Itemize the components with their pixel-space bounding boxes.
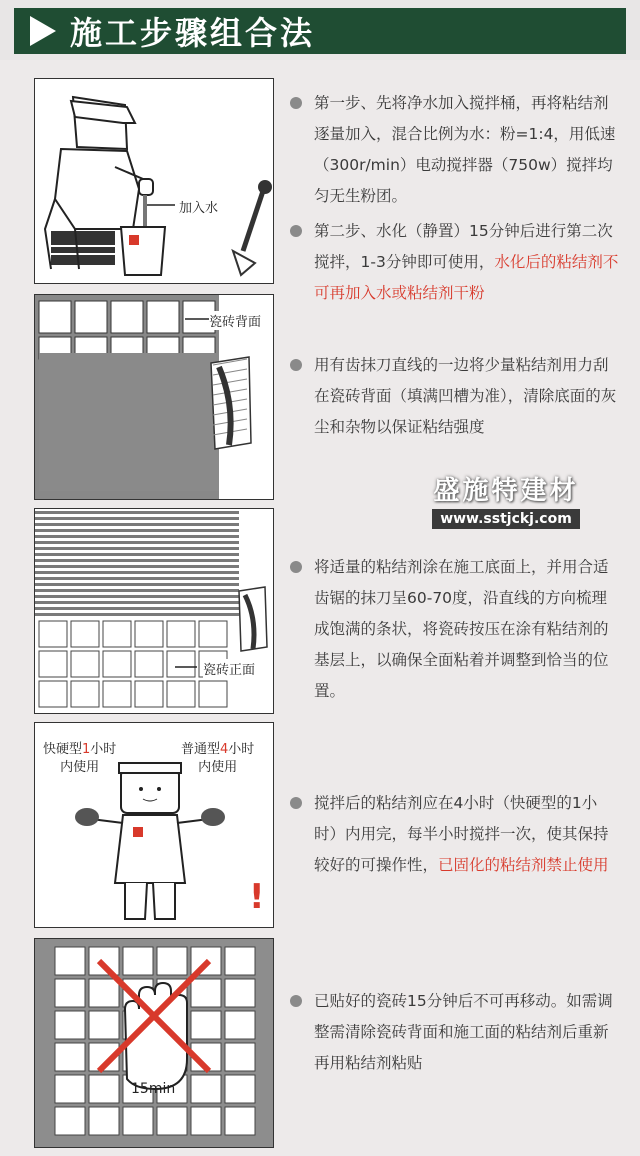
adhesive-stripe xyxy=(35,553,239,556)
adhesive-stripe xyxy=(35,535,239,538)
play-arrow-icon xyxy=(30,16,56,46)
step-1b: 第二步、水化（静置）15分钟后进行第二次搅拌，1-3分钟即可使用，水化后的粘结剂不可再加入水或粘结剂干粉 xyxy=(290,216,620,309)
adhesive-stripe xyxy=(35,565,239,568)
step-4-text: 搅拌后的粘结剂应在4小时（快硬型的1小时）内用完，每半小时搅拌一次，使其保持较好的可操作性，已固化的粘结剂禁止使用 xyxy=(290,788,620,881)
header xyxy=(0,0,640,60)
panel-tile-front xyxy=(34,508,274,714)
panel-usage-time xyxy=(34,722,274,928)
worker-mixing-illustration xyxy=(35,79,273,283)
adhesive-stripe xyxy=(35,571,239,574)
adhesive-stripe xyxy=(35,589,239,592)
time-15min-label: 15min xyxy=(131,1081,176,1097)
bullet-icon xyxy=(290,797,302,809)
adhesive-stripe xyxy=(35,601,239,604)
adhesive-stripe xyxy=(35,541,239,544)
panel-mixing xyxy=(34,78,274,284)
fast-type-label: 快硬型1小时 内使用 xyxy=(43,742,117,775)
panel-no-move xyxy=(34,938,274,1148)
normal-type-label: 普通型4小时 内使用 xyxy=(181,742,255,775)
bullet-icon xyxy=(290,97,302,109)
step-5-text: 已贴好的瓷砖15分钟后不可再移动。如需调整需清除瓷砖背面和施工面的粘结剂后重新再用粘结剂粘贴 xyxy=(290,986,620,1079)
watermark-title: 盛施特建材 xyxy=(433,476,579,506)
step-1a: 第一步、先将净水加入搅拌桶，再将粘结剂逐量加入，混合比例为水：粉=1:4，用低速（300r/min）电动搅拌器（750w）搅拌均匀无生粉团。 xyxy=(290,88,620,212)
step-3-text: 将适量的粘结剂涂在施工底面上，并用合适齿锯的抹刀呈60-70度，沿直线的方向梳理成饱满的条状，将瓷砖按压在涂有粘结剂的基层上，以确保全面粘着并调整到恰当的位置。 xyxy=(290,552,620,707)
bullet-icon xyxy=(290,225,302,237)
step-1-text xyxy=(290,88,620,309)
mascot-illustration xyxy=(35,723,273,927)
adhesive-stripe xyxy=(35,511,239,514)
adhesive-stripe xyxy=(35,595,239,598)
bullet-icon xyxy=(290,359,302,371)
tile-front-illustration xyxy=(35,509,273,713)
watermark-url: www.sstjckj.com xyxy=(432,509,580,529)
adhesive-stripe xyxy=(35,607,239,610)
add-water-label: 加入水 xyxy=(179,197,218,216)
no-move-illustration xyxy=(35,939,273,1147)
adhesive-stripe xyxy=(35,559,239,562)
tile-back-label: 瓷砖背面 xyxy=(209,311,261,330)
tile-front-label: 瓷砖正面 xyxy=(203,659,255,678)
adhesive-stripe xyxy=(35,613,239,616)
warning-icon: ! xyxy=(249,877,265,917)
adhesive-stripe xyxy=(35,583,239,586)
header-bar xyxy=(14,8,626,54)
adhesive-stripe xyxy=(35,517,239,520)
adhesive-stripe xyxy=(35,577,239,580)
adhesive-stripe xyxy=(35,547,239,550)
panel-tile-back xyxy=(34,294,274,500)
page-title: 施工步骤组合法 xyxy=(70,14,316,52)
step-2-text: 用有齿抹刀直线的一边将少量粘结剂用力刮在瓷砖背面（填满凹槽为准），清除底面的灰尘和杂物以保证粘结强度 xyxy=(290,350,620,443)
bullet-icon xyxy=(290,995,302,1007)
adhesive-stripe xyxy=(35,529,239,532)
watermark xyxy=(418,470,594,529)
adhesive-stripe xyxy=(35,523,239,526)
bullet-icon xyxy=(290,561,302,573)
